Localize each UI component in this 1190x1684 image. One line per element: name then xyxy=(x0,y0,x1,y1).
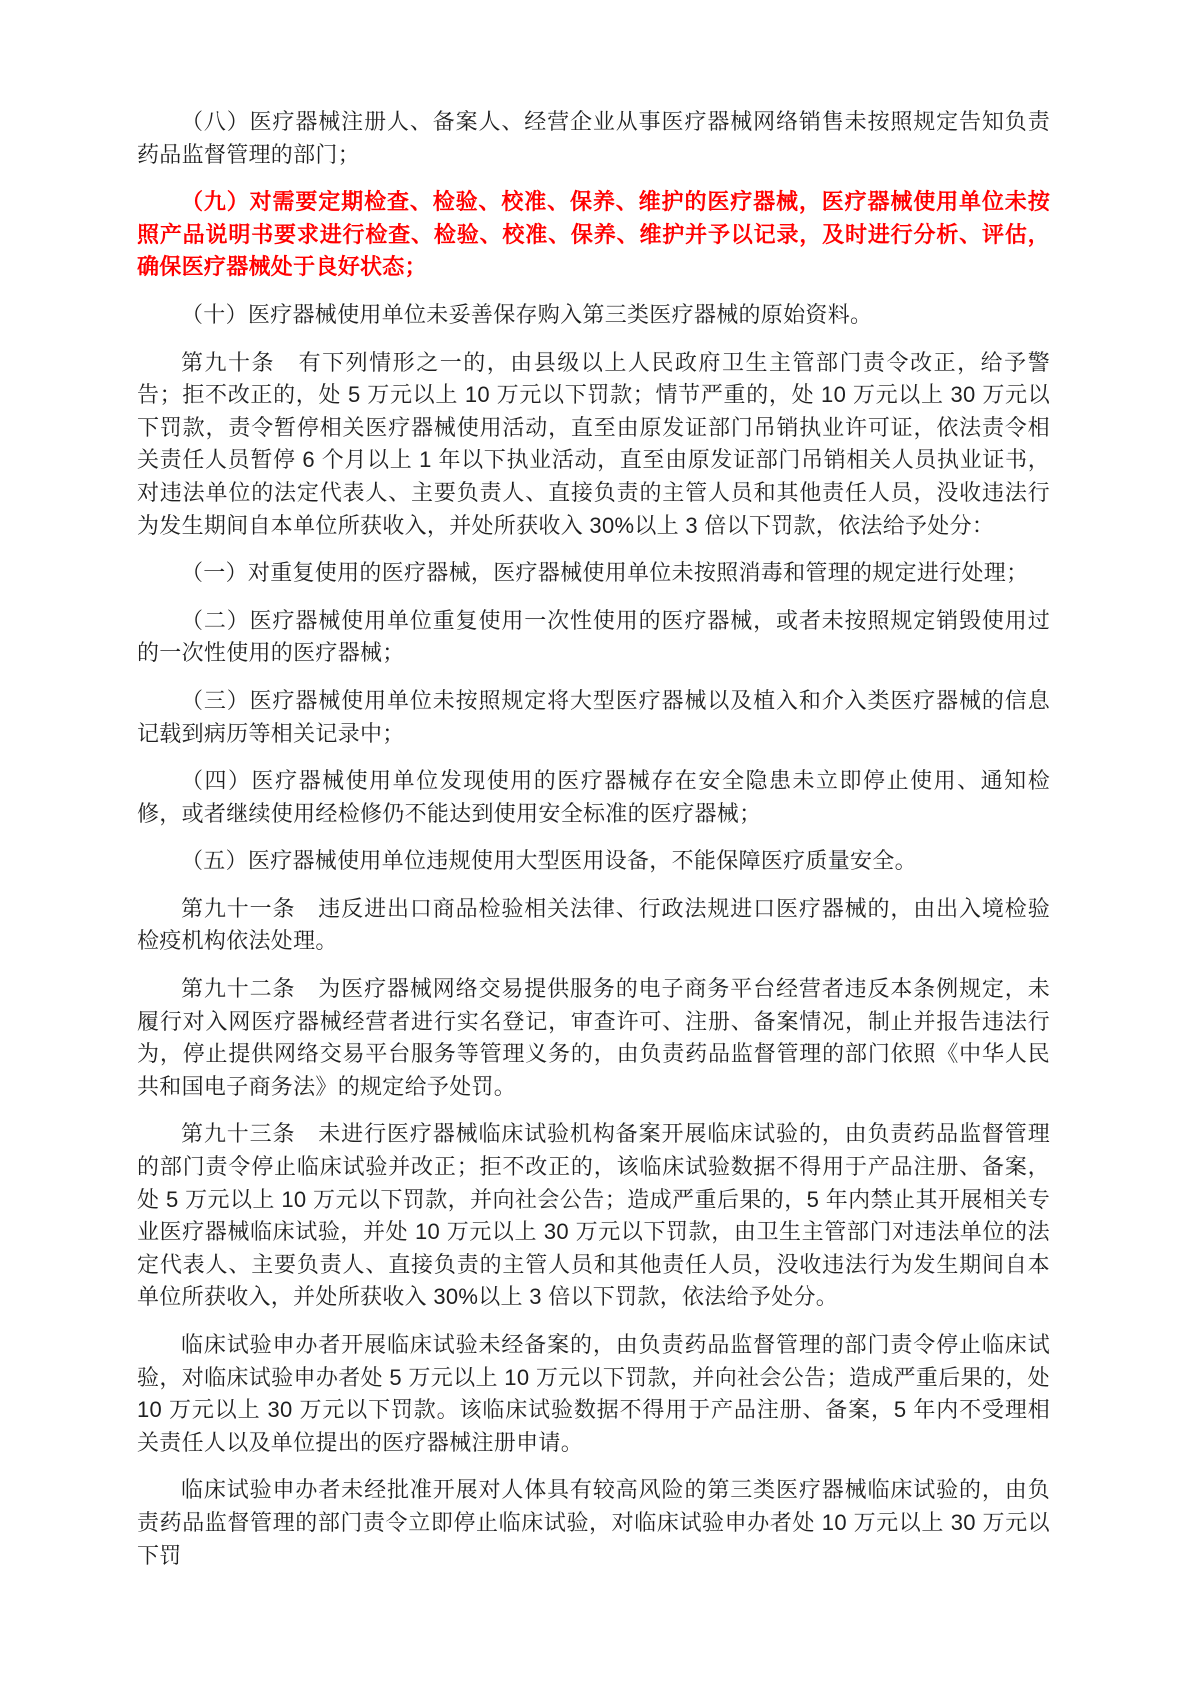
paragraph-article-90-item-2: （二）医疗器械使用单位重复使用一次性使用的医疗器械，或者未按照规定销毁使用过的一次性使用的医疗器械； xyxy=(137,607,1050,666)
paragraph-clause-10: （十）医疗器械使用单位未妥善保存购入第三类医疗器械的原始资料。 xyxy=(181,301,873,327)
paragraph-article-90-item-1: （一）对重复使用的医疗器械，医疗器械使用单位未按照消毒和管理的规定进行处理； xyxy=(181,560,1029,586)
paragraph-article-93-para-2: 临床试验申办者开展临床试验未经备案的，由负责药品监督管理的部门责令停止临床试验，对临床试验申办者处 5 万元以上 10 万元以下罚款，并向社会公告；造成严重后果的，处 10 万元以上 30 万元以下罚款。该临床试验数据不得用于产品注册、备案，5 年内不受理相关责任人以及单位提出的医疗器械注册申请。 xyxy=(137,1332,1050,1455)
paragraph-article-91: 第九十一条 违反进出口商品检验相关法律、行政法规进口医疗器械的，由出入境检验检疫机构依法处理。 xyxy=(137,895,1050,954)
paragraph-clause-8: （八）医疗器械注册人、备案人、经营企业从事医疗器械网络销售未按照规定告知负责药品监督管理的部门； xyxy=(137,109,1050,167)
paragraph-article-93-para-3: 临床试验申办者未经批准开展对人体具有较高风险的第三类医疗器械临床试验的，由负责药品监督管理的部门责令立即停止临床试验，对临床试验申办者处 10 万元以上 30 万元以下罚 xyxy=(137,1477,1050,1568)
paragraph-article-92: 第九十二条 为医疗器械网络交易提供服务的电子商务平台经营者违反本条例规定，未履行对入网医疗器械经营者进行实名登记，审查许可、注册、备案情况，制止并报告违法行为，停止提供网络交易平台服务等管理义务的，由负责药品监督管理的部门依照《中华人民共和国电子商务法》的规定给予处罚。 xyxy=(137,976,1050,1099)
paragraph-article-90-item-5: （五）医疗器械使用单位违规使用大型医用设备，不能保障医疗质量安全。 xyxy=(181,848,917,874)
paragraph-clause-9-highlighted: （九）对需要定期检查、检验、校准、保养、维护的医疗器械，医疗器械使用单位未按照产品说明书要求进行检查、检验、校准、保养、维护并予以记录，及时进行分析、评估，确保医疗器械处于良好状态； xyxy=(137,189,1050,280)
paragraph-article-90: 第九十条 有下列情形之一的，由县级以上人民政府卫生主管部门责令改正，给予警告；拒不改正的，处 5 万元以上 10 万元以下罚款；情节严重的，处 10 万元以上 30 万元以下罚款，责令暂停相关医疗器械使用活动，直至由原发证部门吊销执业许可证，依法责令相关责任人员暂停 6 个月以上 1 年以下执业活动，直至由原发证部门吊销相关人员执业证书，对违法单位的法定代表人、主要负责人、直接负责的主管人员和其他责任人员，没收违法行为发生期间自本单位所获收入，并处所获收入 30%以上 3 倍以下罚款，依法给予处分： xyxy=(137,349,1050,538)
document-body xyxy=(137,106,1050,1572)
paragraph-article-90-item-4: （四）医疗器械使用单位发现使用的医疗器械存在安全隐患未立即停止使用、通知检修，或者继续使用经检修仍不能达到使用安全标准的医疗器械； xyxy=(137,768,1050,826)
paragraph-article-93: 第九十三条 未进行医疗器械临床试验机构备案开展临床试验的，由负责药品监督管理的部门责令停止临床试验并改正；拒不改正的，该临床试验数据不得用于产品注册、备案，处 5 万元以上 10 万元以下罚款，并向社会公告；造成严重后果的，5 年内禁止其开展相关专业医疗器械临床试验，并处 10 万元以上 30 万元以下罚款，由卫生主管部门对违法单位的法定代表人、主要负责人、直接负责的主管人员和其他责任人员，没收违法行为发生期间自本单位所获收入，并处所获收入 30%以上 3 倍以下罚款，依法给予处分。 xyxy=(137,1121,1050,1310)
paragraph-article-90-item-3: （三）医疗器械使用单位未按照规定将大型医疗器械以及植入和介入类医疗器械的信息记载到病历等相关记录中； xyxy=(137,687,1050,746)
